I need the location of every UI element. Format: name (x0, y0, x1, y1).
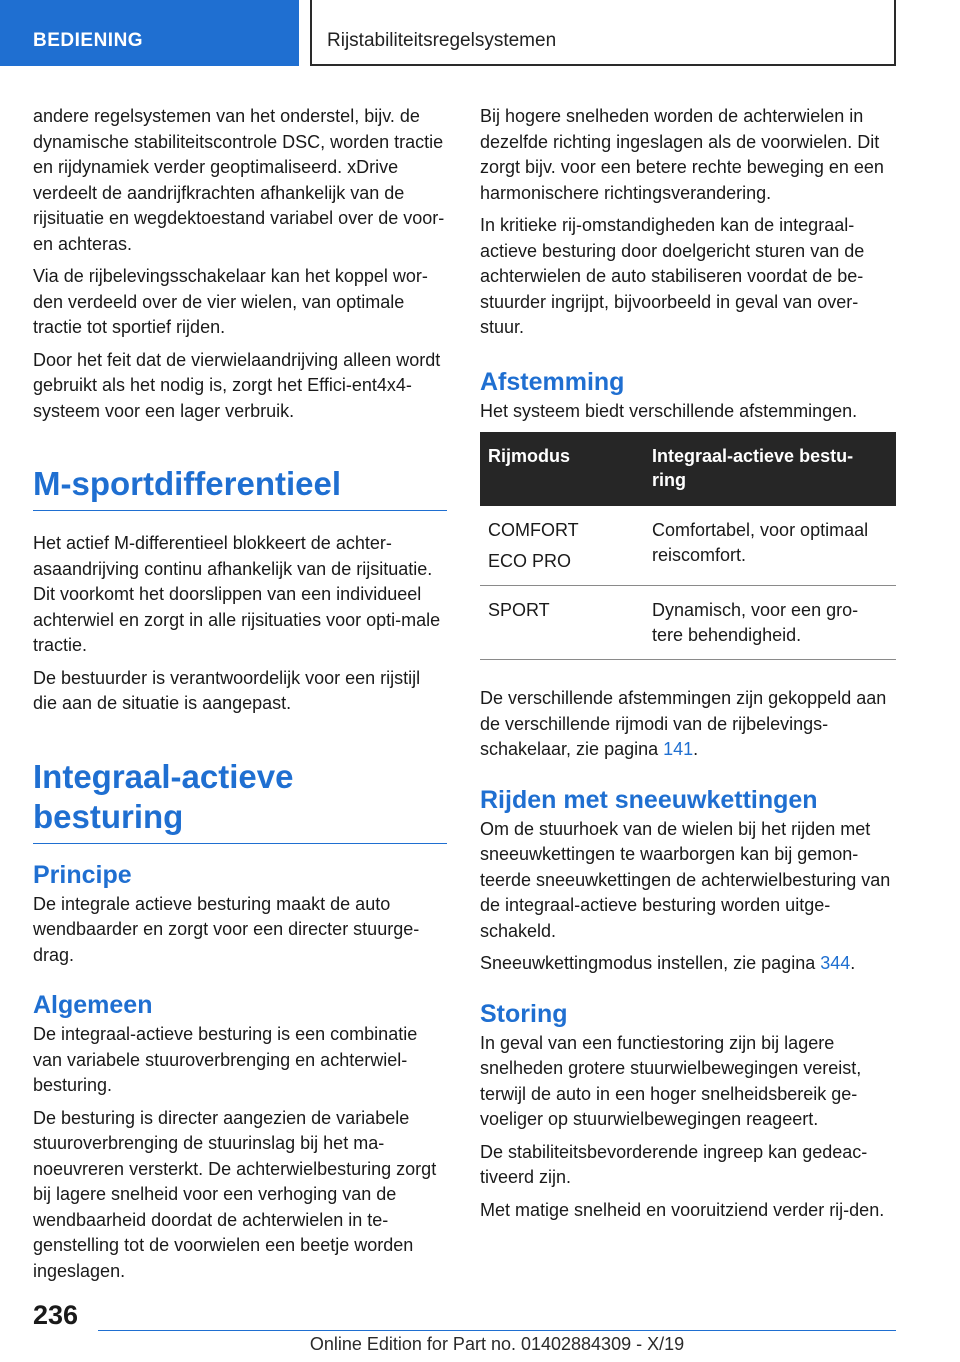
paragraph-text: Sneeuwkettingmodus instellen, zie pagina (480, 953, 821, 973)
paragraph: De stabiliteitsbevorderende ingreep kan gedeac-tiveerd zijn. (480, 1141, 868, 1187)
paragraph: In geval van een functiestoring zijn bij lagere snelheden grotere stuurwielbewegingen vereist, terwijl de auto in een hoger snelheidsbereik ge-voeliger op stuurwielbewegingen reageert. (480, 1032, 862, 1129)
paragraph (480, 686, 896, 763)
paragraph: De besturing is directer aangezien de variabele stuuroverbrenging de stuurinslag bij het ma-noeuvreren versterkt. De achterwielbesturing zorgt bij lagere snelheid voor een verhoging van de wendbaarheid doordat de achterwielen in te-genstelling tot de voorwielen een beetje worden ingeslagen. (33, 1107, 437, 1281)
footer-edition-text: Online Edition for Part no. 01402884309 - X/19 (309, 1334, 685, 1354)
paragraph: Het actief M-differentieel blokkeert de achter-asaandrijving continu afhankelijk van de rijsituatie. Dit voorkomt het doorslippen van een individueel achterwiel en zorgt in alle rijsituaties voor opti-male tractie. (33, 533, 441, 655)
mode-label: COMFORT (488, 520, 579, 540)
paragraph: Via de rijbelevingsschakelaar kan het koppel wor-den verdeeld over de vier wielen, van optimale tractie tot sportief rijden. (33, 266, 428, 337)
paragraph: Om de stuurhoek van de wielen bij het rijden met sneeuwkettingen te waarborgen kan bij gemon-teerde sneeuwkettingen de achterwielbesturing van de integraal-actieve besturing worden uitge-schakeld. (480, 818, 891, 941)
paragraph: In kritieke rij-omstandigheden kan de integraal-actieve besturing door doelgericht sturen van de achterwielen de auto stabiliseren voordat de be-stuurder ingrijpt, bijvoorbeeld in geval van over-stuur. (480, 215, 865, 337)
right-column (480, 104, 896, 1230)
header-chapter-title: Rijstabiliteitsregelsystemen (310, 0, 896, 66)
page-link-344[interactable]: 344 (820, 953, 851, 973)
heading-afstemming: Afstemming (480, 367, 625, 396)
left-column (33, 104, 447, 1291)
table-cell (480, 506, 644, 586)
table-header-row (480, 432, 896, 506)
paragraph: Door het feit dat de vierwielaandrijving alleen wordt gebruikt als het nodig is, zorgt het Effici-ent4x4-systeem voor een lager verbruik. (33, 349, 441, 421)
heading-storing: Storing (480, 999, 568, 1028)
table-header-cell: Rijmodus (480, 432, 644, 506)
paragraph: De integraal-actieve besturing is een combinatie van variabele stuuroverbrenging en achterwiel-besturing. (33, 1024, 418, 1095)
paragraph: De integrale actieve besturing maakt de auto wendbaarder en zorgt voor een directer stuurge-drag. (33, 893, 420, 965)
table-row (480, 506, 896, 586)
paragraph-text: . (693, 739, 699, 759)
header-section-label: BEDIENING (0, 0, 299, 66)
heading-m-sportdifferentieel: M-sportdifferentieel (33, 464, 447, 511)
table-cell: Comfortabel, voor optimaal reiscomfort. (644, 506, 896, 586)
heading-algemeen: Algemeen (33, 991, 153, 1019)
footer-divider (98, 1330, 896, 1331)
heading-principe: Principe (33, 860, 132, 889)
table-cell: SPORT (480, 586, 644, 660)
driving-modes-table (480, 432, 896, 660)
heading-rijden-met-sneeuwkettingen: Rijden met sneeuwkettingen (480, 785, 818, 814)
paragraph: Met matige snelheid en vooruitziend verder rij-den. (480, 1199, 885, 1220)
paragraph-text: . (850, 953, 856, 973)
paragraph: De bestuurder is verantwoordelijk voor een rijstijl die aan de situatie is aangepast. (33, 667, 421, 713)
paragraph: andere regelsystemen van het onderstel, bijv. de dynamische stabiliteitscontrole DSC, worden tractie en rijdynamiek verder geoptimaliseerd. xDrive verdeelt de aandrijfkrachten afhankelijk van de rijsituatie en wegdektoestand variabel over de voor- en achteras. (33, 106, 445, 254)
paragraph (480, 951, 896, 977)
paragraph-text: De verschillende afstemmingen zijn gekoppeld aan de verschillende rijmodi van de rijbelevings-schakelaar, zie pagina (480, 688, 887, 759)
table-header-cell: Integraal-actieve bestu-ring (644, 432, 896, 506)
paragraph: Bij hogere snelheden worden de achterwielen in dezelfde richting ingeslagen als de voorwielen. Dit zorgt bijv. voor een betere rechte beweging en een harmonischere richtingsverandering. (480, 106, 884, 203)
table-cell: Dynamisch, voor een gro-tere behendigheid. (644, 586, 896, 660)
mode-label: ECO PRO (488, 551, 572, 571)
heading-integraal-actieve-besturing: Integraal-actieve besturing (33, 757, 447, 844)
page-link-141[interactable]: 141 (663, 739, 694, 759)
page-number: 236 (33, 1300, 79, 1330)
paragraph: Het systeem biedt verschillende afstemmingen. (480, 400, 858, 421)
table-row (480, 586, 896, 660)
